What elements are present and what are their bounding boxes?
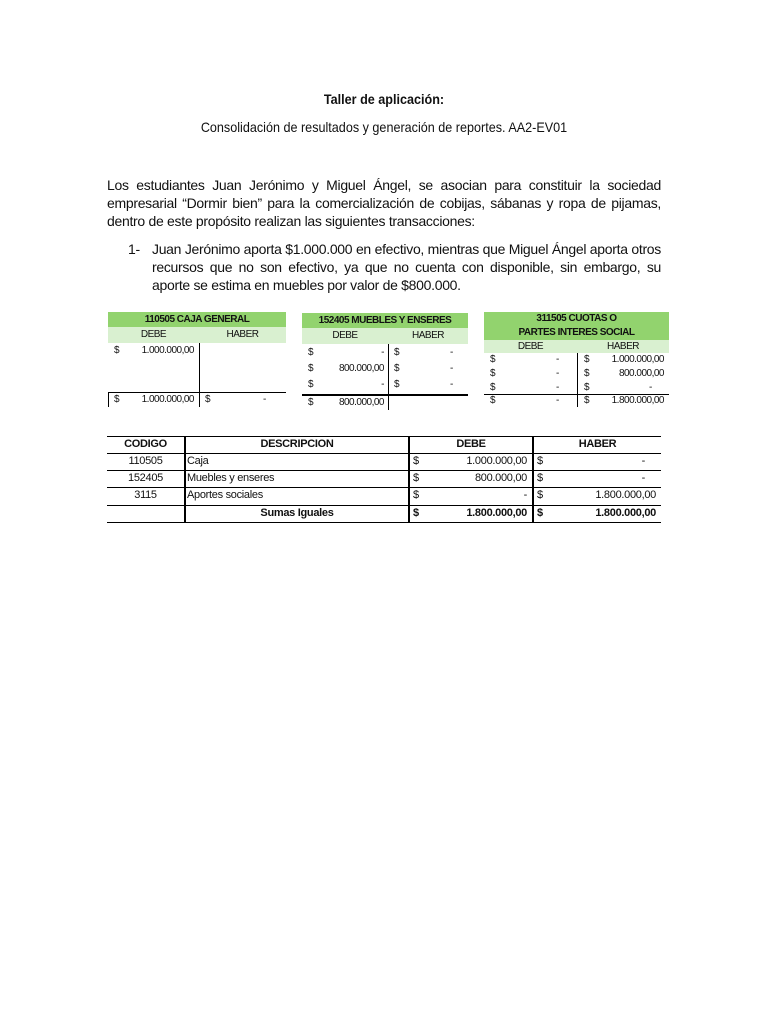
t-account-title: 110505 CAJA GENERAL bbox=[108, 312, 286, 327]
table-row-debe: - bbox=[523, 489, 527, 501]
debe-value: - bbox=[381, 347, 384, 358]
t-account-title: 152405 MUEBLES Y ENSERES bbox=[302, 313, 468, 328]
table-row-descripcion: Caja bbox=[187, 455, 209, 467]
total-debe: 1.000.000,00 bbox=[141, 394, 194, 405]
currency-symbol: $ bbox=[584, 368, 590, 379]
list-item-number: 1- bbox=[128, 241, 140, 257]
totals-label: Sumas Iguales bbox=[260, 507, 334, 519]
table-row-haber: - bbox=[641, 472, 645, 484]
currency-symbol: $ bbox=[490, 382, 496, 393]
debe-value: 800.000,00 bbox=[338, 363, 384, 374]
currency-symbol: $ bbox=[537, 507, 543, 519]
haber-value: - bbox=[450, 347, 453, 358]
currency-symbol: $ bbox=[308, 379, 314, 390]
currency-symbol: $ bbox=[205, 394, 211, 405]
total-haber: 1.800.000,00 bbox=[611, 395, 664, 406]
currency-symbol: $ bbox=[394, 347, 400, 358]
table-row-descripcion: Muebles y enseres bbox=[187, 472, 275, 484]
table-row-descripcion: Aportes sociales bbox=[187, 489, 263, 501]
currency-symbol: $ bbox=[413, 507, 419, 519]
currency-symbol: $ bbox=[537, 489, 543, 501]
t-account-title: 311505 CUOTAS O bbox=[536, 313, 617, 324]
debe-header: DEBE bbox=[140, 329, 167, 340]
debe-value: - bbox=[556, 368, 559, 379]
table-row-codigo: 152405 bbox=[128, 472, 163, 484]
currency-symbol: $ bbox=[114, 394, 120, 405]
currency-symbol: $ bbox=[537, 455, 543, 467]
currency-symbol: $ bbox=[308, 397, 314, 408]
t-account-muebles bbox=[302, 312, 468, 412]
totals-debe: 1.800.000,00 bbox=[466, 507, 527, 519]
total-haber: - bbox=[263, 394, 266, 405]
haber-header: HABER bbox=[226, 329, 259, 340]
currency-symbol: $ bbox=[413, 472, 419, 484]
currency-symbol: $ bbox=[114, 345, 120, 356]
haber-header: HABER bbox=[607, 341, 639, 352]
debe-value: - bbox=[556, 382, 559, 393]
currency-symbol: $ bbox=[308, 347, 314, 358]
haber-value: 800.000,00 bbox=[618, 368, 664, 379]
currency-symbol: $ bbox=[308, 363, 314, 374]
table-row-haber: - bbox=[641, 455, 645, 467]
column-header-codigo: CODIGO bbox=[124, 438, 167, 450]
totals-haber: 1.800.000,00 bbox=[595, 507, 656, 519]
currency-symbol: $ bbox=[413, 455, 419, 467]
currency-symbol: $ bbox=[584, 354, 590, 365]
haber-header: HABER bbox=[412, 330, 444, 341]
currency-symbol: $ bbox=[490, 395, 496, 406]
page-subtitle: Consolidación de resultados y generación de reportes. AA2-EV01 bbox=[200, 119, 568, 135]
journal-table bbox=[107, 436, 661, 526]
list-item-text: Juan Jerónimo aporta $1.000.000 en efectivo, mientras que Miguel Ángel aporta otros recursos que no son efectivo, ya que no cuenta con disponible, sin embargo, su aporte se estima en muebles por valor de $800.000. bbox=[152, 241, 661, 293]
list-item bbox=[128, 240, 661, 300]
table-row-codigo: 3115 bbox=[134, 489, 157, 501]
haber-value: - bbox=[450, 379, 453, 390]
currency-symbol: $ bbox=[490, 354, 496, 365]
debe-header: DEBE bbox=[517, 341, 544, 352]
t-account-cuotas bbox=[484, 312, 669, 412]
currency-symbol: $ bbox=[537, 472, 543, 484]
total-debe: - bbox=[556, 395, 559, 406]
debe-value: 1.000.000,00 bbox=[141, 345, 194, 356]
t-account-title-line2: PARTES INTERES SOCIAL bbox=[518, 327, 635, 338]
currency-symbol: $ bbox=[584, 395, 590, 406]
haber-value: 1.000.000,00 bbox=[611, 354, 664, 365]
table-row-debe: 1.000.000,00 bbox=[466, 455, 527, 467]
haber-value: - bbox=[450, 363, 453, 374]
currency-symbol: $ bbox=[394, 379, 400, 390]
debe-value: - bbox=[556, 354, 559, 365]
currency-symbol: $ bbox=[490, 368, 496, 379]
column-header-descripcion: DESCRIPCION bbox=[260, 438, 334, 450]
table-row-haber: 1.800.000,00 bbox=[595, 489, 656, 501]
page-title: Taller de aplicación: bbox=[323, 91, 445, 107]
table-row-codigo: 110505 bbox=[128, 455, 163, 467]
column-header-debe: DEBE bbox=[456, 438, 486, 450]
debe-value: - bbox=[381, 379, 384, 390]
currency-symbol: $ bbox=[413, 489, 419, 501]
debe-header: DEBE bbox=[332, 330, 358, 341]
haber-value: - bbox=[649, 382, 652, 393]
currency-symbol: $ bbox=[394, 363, 400, 374]
t-account-caja bbox=[108, 312, 286, 412]
total-debe: 800.000,00 bbox=[338, 397, 384, 408]
table-row-debe: 800.000,00 bbox=[474, 472, 527, 484]
column-header-haber: HABER bbox=[578, 438, 617, 450]
intro-paragraph: Los estudiantes Juan Jerónimo y Miguel Ángel, se asocian para constituir la sociedad empresarial “Dormir bien” para la comercialización de cobijas, sábanas y ropa de pijamas, dentro de este propósito realizan las siguientes transacciones: bbox=[107, 177, 661, 229]
currency-symbol: $ bbox=[584, 382, 590, 393]
